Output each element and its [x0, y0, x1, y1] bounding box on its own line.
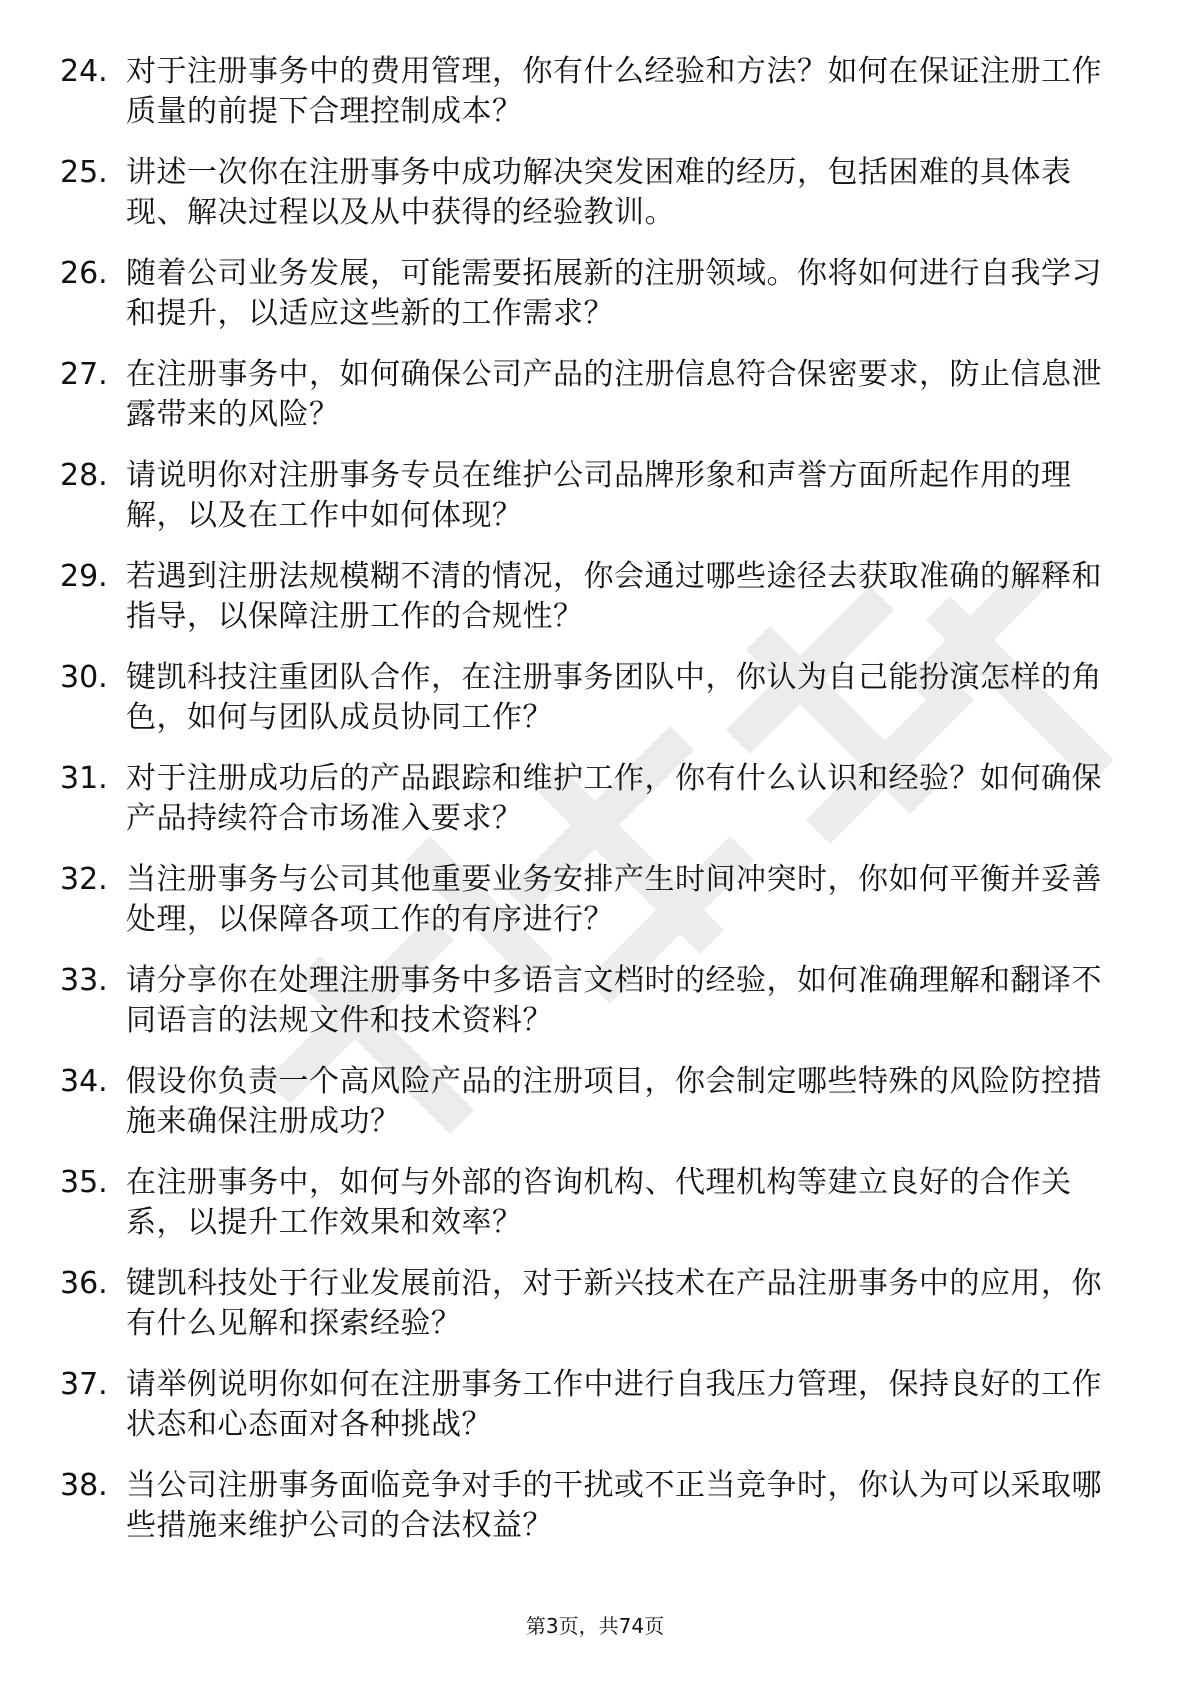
question-text: 在注册事务中，如何与外部的咨询机构、代理机构等建立良好的合作关系，以提升工作效果和效率？	[126, 1165, 1072, 1240]
question-text: 当注册事务与公司其他重要业务安排产生时间冲突时，你如何平衡并妥善处理，以保障各项工作的有序进行？	[126, 862, 1102, 937]
question-item-26	[60, 254, 1120, 355]
question-text: 对于注册成功后的产品跟踪和维护工作，你有什么认识和经验？如何确保产品持续符合市场准入要求？	[126, 761, 1102, 836]
question-item-36	[60, 1264, 1120, 1365]
page-number-footer: 第3页，共74页	[525, 1614, 665, 1638]
question-number: 35.	[60, 1165, 108, 1200]
question-item-35	[60, 1163, 1120, 1264]
question-text: 请分享你在处理注册事务中多语言文档时的经验，如何准确理解和翻译不同语言的法规文件和技术资料？	[126, 963, 1102, 1038]
question-number: 31.	[60, 761, 108, 796]
question-text: 在注册事务中，如何确保公司产品的注册信息符合保密要求，防止信息泄露带来的风险？	[126, 357, 1102, 432]
question-text: 键凯科技处于行业发展前沿，对于新兴技术在产品注册事务中的应用，你有什么见解和探索经验？	[126, 1266, 1102, 1341]
question-number: 28.	[60, 458, 108, 493]
question-item-31	[60, 759, 1120, 860]
question-text: 键凯科技注重团队合作，在注册事务团队中，你认为自己能扮演怎样的角色，如何与团队成员协同工作？	[126, 660, 1102, 735]
question-list	[60, 52, 1120, 1567]
question-item-27	[60, 355, 1120, 456]
question-number: 37.	[60, 1367, 108, 1402]
question-text: 假设你负责一个高风险产品的注册项目，你会制定哪些特殊的风险防控措施来确保注册成功？	[126, 1064, 1102, 1139]
question-text: 随着公司业务发展，可能需要拓展新的注册领域。你将如何进行自我学习和提升，以适应这些新的工作需求？	[126, 256, 1102, 331]
question-item-30	[60, 658, 1120, 759]
question-item-25	[60, 153, 1120, 254]
question-text: 当公司注册事务面临竞争对手的干扰或不正当竞争时，你认为可以采取哪些措施来维护公司的合法权益？	[126, 1468, 1102, 1543]
question-item-32	[60, 860, 1120, 961]
question-number: 26.	[60, 256, 108, 291]
question-item-33	[60, 961, 1120, 1062]
question-number: 38.	[60, 1468, 108, 1503]
question-text: 讲述一次你在注册事务中成功解决突发困难的经历，包括困难的具体表现、解决过程以及从中获得的经验教训。	[126, 155, 1072, 230]
question-number: 30.	[60, 660, 108, 695]
question-item-34	[60, 1062, 1120, 1163]
question-text: 对于注册事务中的费用管理，你有什么经验和方法？如何在保证注册工作质量的前提下合理控制成本？	[126, 54, 1102, 129]
question-item-24	[60, 52, 1120, 153]
question-item-38	[60, 1466, 1120, 1567]
question-item-29	[60, 557, 1120, 658]
question-number: 32.	[60, 862, 108, 897]
question-number: 29.	[60, 559, 108, 594]
question-number: 24.	[60, 54, 108, 89]
question-number: 27.	[60, 357, 108, 392]
question-number: 34.	[60, 1064, 108, 1099]
question-text: 请说明你对注册事务专员在维护公司品牌形象和声誉方面所起作用的理解，以及在工作中如何体现？	[126, 458, 1072, 533]
question-number: 25.	[60, 155, 108, 190]
question-item-37	[60, 1365, 1120, 1466]
question-number: 36.	[60, 1266, 108, 1301]
question-text: 请举例说明你如何在注册事务工作中进行自我压力管理，保持良好的工作状态和心态面对各种挑战？	[126, 1367, 1102, 1442]
question-item-28	[60, 456, 1120, 557]
question-number: 33.	[60, 963, 108, 998]
question-text: 若遇到注册法规模糊不清的情况，你会通过哪些途径去获取准确的解释和指导，以保障注册工作的合规性？	[126, 559, 1102, 634]
